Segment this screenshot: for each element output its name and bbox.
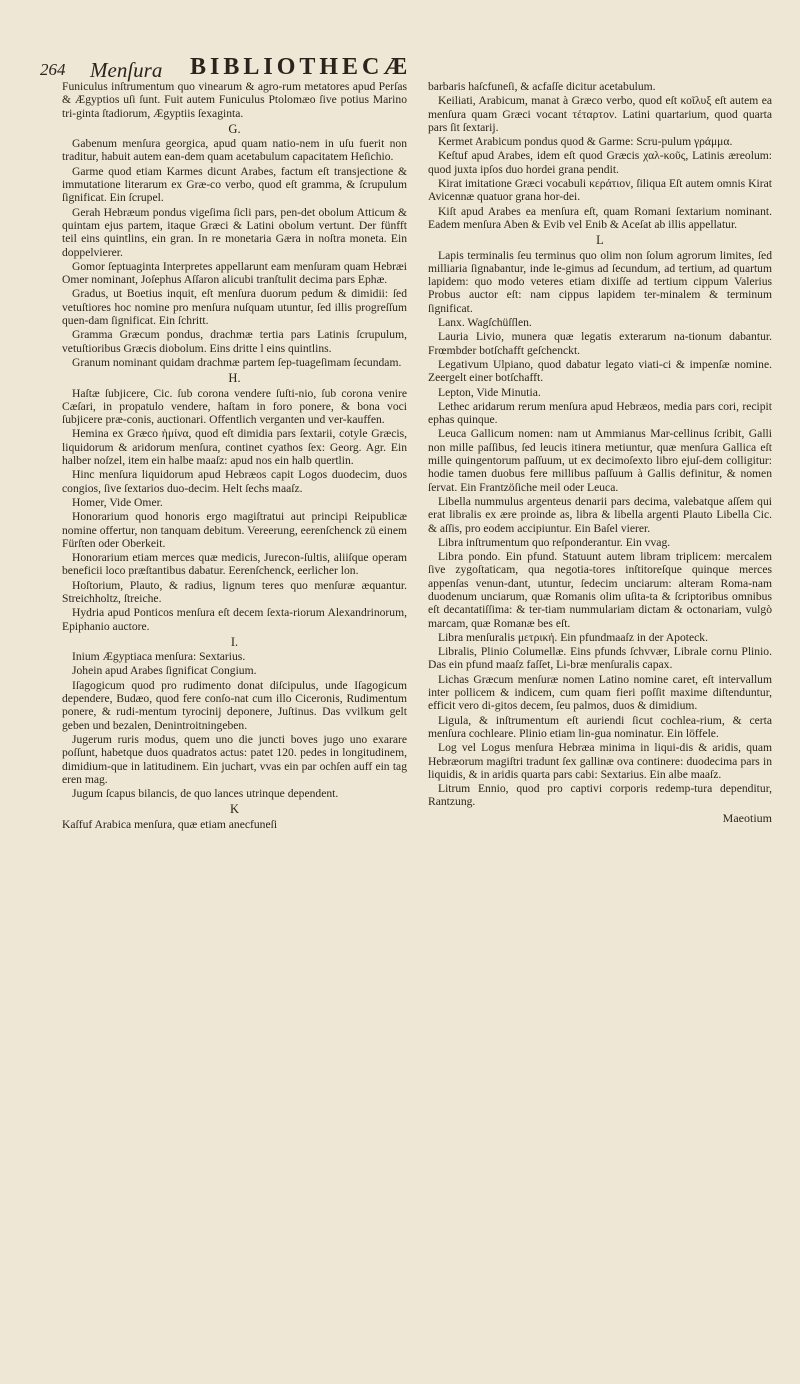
entry-paragraph: Haſtæ ſubjicere, Cic. ſub corona vendere ſuſti-nio, ſub corona venire Cæſari, in propatulo vendere, haſtam in foro ponere, & bona voci ſubjicere præ-conis, auctionari. Offentlich verganten und ver-kauffen. <box>62 386 407 427</box>
entry-paragraph: Inium Ægyptiaca menſura: Sextarius. <box>72 650 246 664</box>
entry-paragraph: Lapis terminalis ſeu terminus quo olim non ſolum agrorum limites, ſed milliaria ſignabantur, inde le-gimus ad ſecundum, ad tertium, ad quartum lapidem: quo modo veteres etiam dixiſſe ad tertium cippum Valerius Probus auctor eſt: nam cippus lapidem ter-minalem & terminum ſignificat. <box>428 248 772 315</box>
entry-paragraph: Jugerum ruris modus, quem uno die juncti boves jugo uno exarare poſſunt, habetque duos quadratos actus: patet 120. pedes in longitudinem, dimidium-que in latitudinem. Ein juchart, vvas ein par ochſen auff ein tag eren mag. <box>62 732 407 786</box>
entry-paragraph: Hinc menſura liquidorum apud Hebræos capit Logos duodecim, duos congios, ſive ſextarios duo-decim. Helt ſechs maaſz. <box>62 468 407 495</box>
entry-paragraph: Lanx. Wagſchüſſlen. <box>438 316 532 330</box>
entry-paragraph: Lethec aridarum rerum menſura apud Hebræos, media pars cori, recipit ephas quinque. <box>428 399 772 427</box>
entry-paragraph: Libra menſuralis μετρική. Ein pfundmaaſz in der Apoteck. <box>438 630 708 644</box>
entry-paragraph: Lepton, Vide Minutia. <box>438 385 541 399</box>
entry-paragraph: Hydria apud Ponticos menſura eſt decem ſexta-riorum Alexandrinorum, Epiphanio auctore. <box>62 606 407 633</box>
entry-paragraph: Keſtuf apud Arabes, idem eſt quod Græcis χαλ-κοῦς, Latinis æreolum: quod juxta ipſos duo hordei grana pendit. <box>428 149 772 176</box>
entry-paragraph: Funiculus inſtrumentum quo vinearum & agro-rum metatores apud Perſas & Ægyptios uſi ſunt. Fuit autem Funiculus Ptolomæo ſive potius Marino tri-ginta ſtadiorum, Ægyptiis ſexaginta. <box>62 80 407 120</box>
entry-paragraph: Libra inſtrumentum quo reſponderantur. Ein vvag. <box>438 535 671 549</box>
entry-paragraph: Legativum Ulpiano, quod dabatur legato viati-ci & impenſæ nomine. Zeergelt einer botſchafft. <box>428 357 772 385</box>
section-letter: K <box>229 802 240 817</box>
entry-paragraph: barbaris haſcfuneſi, & acfaſſe dicitur acetabulum. <box>428 80 656 93</box>
running-head: Menſura <box>90 58 163 82</box>
entry-paragraph: Gerah Hebræum pondus vigeſima ſicli pars, pen-det obolum Atticum & quintam ejus partem, itaque Græci & Latini obolum vertunt. Der fünfft teil eins quintlins, ein gran. In re monetaria Gæra in noſtra moneta. Ein doppelvierer. <box>62 205 407 259</box>
entry-paragraph: Honorarium quod honoris ergo magiſtratui aut principi Reipublicæ nomine offertur, non tanquam debitum. Vereerung, eerenſchenck zü einem Fürſten oder Oberkeit. <box>62 510 407 550</box>
entry-paragraph: Log vel Logus menſura Hebræa minima in liqui-dis & aridis, quam Hebræorum magiſtri tradunt ſex gallinæ ova continere: duodecima pars in liquidis, & in aridis quarta pars cabi: Sextarius. Ein albe maaſz. <box>428 741 772 781</box>
section-letter: I. <box>230 634 239 649</box>
entry-paragraph: Litrum Ennio, quod pro captivi corporis redemp-tura dependitur, Rantzung. <box>428 782 772 809</box>
entry-paragraph: Lauria Livio, munera quæ legatis exterarum na-tionum dabantur. Frœmbder botſchafft geſchenckt. <box>428 330 772 357</box>
entry-paragraph: Hemina ex Græco ἡμίνα, quod eſt dimidia pars ſextarii, cotyle Græcis, liquidorum & aridorum menſura, continet cyathos ſex: Georg. Agr. Ein halber noſzel, item ein halbe maaſz: apud nos ein halb quertlin. <box>62 427 407 468</box>
catchword: Maeotium <box>722 810 772 825</box>
entry-paragraph: Gomor ſeptuaginta Interpretes appellarunt eam menſuram quam Hebræi Omer nominant, Joſephus Aſſaron alicubi tranſtulit decima pars Ephæ. <box>62 259 407 287</box>
entry-paragraph: Granum nominant quidam drachmæ partem ſep-tuageſimam ſecundam. <box>72 355 402 369</box>
entry-paragraph: Kiſt apud Arabes ea menſura eſt, quam Romani ſextarium nominant. Eadem menſura Aben & Evib vel Enib & Aceſat ab illis appellatur. <box>428 204 772 231</box>
page-number: 264 <box>40 60 66 79</box>
section-letter: H. <box>228 371 241 386</box>
entry-paragraph: Kaſfuf Arabica menſura, quæ etiam anecfuneſi <box>62 817 278 831</box>
entry-paragraph: Lichas Græcum menſuræ nomen Latino nomine caret, eſt intervallum inter pollicem & indicem, cum quam fieri poſſit maxime diſtenduntur, efficit vero di-gitos decem, ſeu palmos, duos & dimidium. <box>428 672 772 713</box>
right-column <box>428 80 772 826</box>
section-letter: G. <box>228 121 241 136</box>
entry-paragraph: Kermet Arabicum pondus quod & Garme: Scru-pulum γράμμα. <box>438 135 733 149</box>
entry-paragraph: Homer, Vide Omer. <box>72 495 163 509</box>
entry-paragraph: Jugum ſcapus bilancis, de quo lances utrinque dependent. <box>72 787 339 801</box>
entry-paragraph: Hoſtorium, Plauto, & radius, lignum teres quo menſuræ æquantur. Streichholtz, ſtreiche. <box>62 578 407 605</box>
section-letter: L <box>596 233 604 248</box>
entry-paragraph: Johein apud Arabes ſignificat Congium. <box>72 664 257 678</box>
page-title: BIBLIOTHECÆ <box>190 54 412 80</box>
entry-paragraph: Garme quod etiam Karmes dicunt Arabes, factum eſt transjectione & immutatione literarum ex Græ-co verbo, quod eſt gramma, & ſcrupulum ſignificat. Ein ſcrupel. <box>62 164 407 205</box>
entry-paragraph: Honorarium etiam merces quæ medicis, Jurecon-ſultis, aliiſque operam beneficii loco præſtantibus dabatur. Eerenſchenck, eerlicher lon. <box>62 551 407 578</box>
entry-paragraph: Libralis, Plinio Columellæ. Eins pfunds ſchvvær, Librale cornu Plinio. Das ein pfund maaſz faſſet, Li-bræ menſuralis capax. <box>428 645 772 672</box>
entry-paragraph: Kirat imitatione Græci vocabuli κεράτιον, ſiliqua Eſt autem omnis Kirat Avicennæ quatuor grana hor-dei. <box>428 177 772 204</box>
entry-paragraph: Gabenum menſura georgica, apud quam natio-nem in uſu fuerit non traditur, habuit autem ean-dem quam acetabulum capacitatem Heſichio. <box>62 137 407 164</box>
entry-paragraph: Iſagogicum quod pro rudimento donat diſcipulus, unde Iſagogicum dependere, Budæo, quod fere conſo-nat cum illo Ciceronis, Rudimentum ponere, & rudi-mentum tyrocinij deponere, Juſtinus. Das vvilkum gelt geben und bezalen, Denintroitningeben. <box>62 678 407 732</box>
left-column <box>62 80 407 832</box>
entry-paragraph: Leuca Gallicum nomen: nam ut Ammianus Mar-cellinus ſcribit, Galli non mille paſſibus, ſed leucis itinera metiuntur, quæ menſura Gallica eſt mille quingentorum paſſuum, ut ex decimoſexto libro ejuſ-dem colligitur: hodie tamen duobus fere millibus paſſuum à Gallis definitur, & nomen ſervat. Ein Frantzöſiche meil oder Leuca. <box>428 427 772 494</box>
entry-paragraph: Ligula, & inſtrumentum eſt auriendi ſicut cochlea-rium, & certa menſura cochleare. Plinio etiam lin-gua nominatur. Ein löffele. <box>428 713 772 740</box>
entry-paragraph: Gradus, ut Boetius inquit, eſt menſura duorum pedum & dimidii: ſed vetuſtiores hoc nomine pro menſura nuſquam utuntur, ſed illis progreſſum quen-dam ſignificat. Ein ſchritt. <box>62 287 407 328</box>
entry-paragraph: Libella nummulus argenteus denarii pars decima, valebatque aſſem qui erat libralis ex ære proinde as, libra & libella argenti Plauto Libella Cic. & aſſis, pro eodem accipiuntur. Ein Baſel vierer. <box>428 494 772 535</box>
entry-paragraph: Keiliati, Arabicum, manat à Græco verbo, quod eſt κοῖλυξ eſt autem ea menſura quam Græci vocant τέταρτον. Latini quartarium, quod quarta pars ſit ſextarij. <box>428 94 772 134</box>
entry-paragraph: Libra pondo. Ein pfund. Statuunt autem libram triplicem: mercalem ſive zygoſtaticam, qua negotia-tores inſtitoreſque quinque merces appenſas venun-dant, utuntur, ſedecim unciarum: alteram Roma-nam duodenum unciarum, quæ Romanis olim uſita-ta & ſcriptoribus omnibus eſt decantatiſſima: & ter-tiam nummulariam dictam & octonariam, vulgò marcam, quæ Romanæ bes eſt. <box>428 550 772 630</box>
entry-paragraph: Gramma Græcum pondus, drachmæ tertia pars Latinis ſcrupulum, vetuſtioribus Græcis diobolum. Eins dritte l eins quintlins. <box>62 328 407 355</box>
